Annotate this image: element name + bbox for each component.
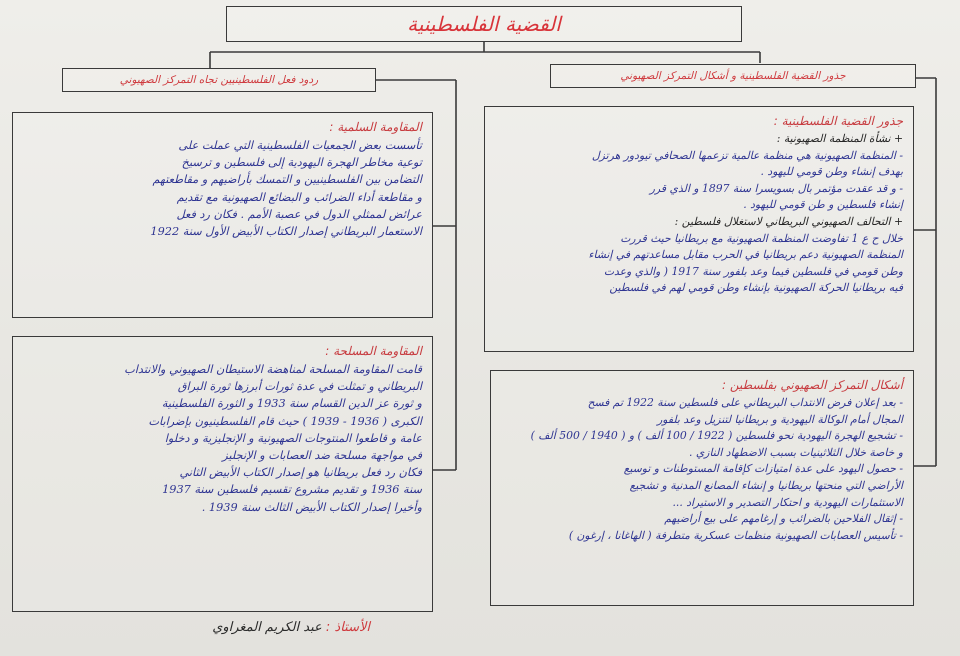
title-box (226, 6, 742, 42)
peaceful-heading: المقاومة السلمية : (329, 120, 422, 134)
roots-line: وطن قومي في فلسطين فيما وعد بلفور سنة 1917 ( والذي وعدت (603, 264, 903, 278)
armed-line: الكبرى ( 1936 - 1939 ) حيث قام الفلسطينيون بإضرابات (148, 414, 422, 428)
armed-line: سنة 1936 و تقديم مشروع تقسيم فلسطين سنة 1937 (162, 483, 422, 497)
roots-line: فيه بريطانيا الحركة الصهيونية بإنشاء وطن قومي لهم في فلسطين (609, 281, 903, 295)
forms-panel (490, 370, 914, 606)
forms-line: و خاصة خلال الثلاثينيات بسبب الاضطهاد النازي . (688, 445, 903, 459)
roots-line: إنشاء فلسطين و طن قومي لليهود . (743, 198, 903, 212)
forms-line: المجال أمام الوكالة اليهودية و بريطانيا لتنزيل وعد بلفور (657, 412, 903, 426)
roots-line: المنظمة الصهيونية دعم بريطانيا في الحرب مقابل مساعدتهم في إنشاء (588, 248, 903, 262)
roots-line: بهدف إنشاء وطن قومي لليهود . (760, 165, 903, 179)
armed-heading: المقاومة المسلحة : (325, 344, 422, 358)
roots-panel (484, 106, 914, 352)
armed-line: فكان رد فعل بريطانيا هو إصدار الكتاب الأبيض الثاني (179, 466, 422, 480)
forms-heading: أشكال التمركز الصهيوني بفلسطين : (722, 378, 903, 392)
armed-line: عامة و قاطعوا المنتوجات الصهيونية و الإنجليزية و دخلوا (164, 431, 422, 445)
armed-resistance-panel (12, 336, 433, 612)
peaceful-line: و مقاطعة أداء الضرائب و البضائع الصهيونية مع تقديم (176, 190, 422, 204)
forms-line: - تشجيع الهجرة اليهودية نحو فلسطين ( 1922 / 100 ألف ) و ( 1940 / 500 ألف ) (530, 429, 903, 443)
roots-sub2: + التحالف الصهيوني البريطاني لاستغلال فلسطين : (674, 214, 903, 228)
forms-line: - تأسيس العصابات الصهيونية منظمات عسكرية متطرفة ( الهاغانا ، إرغون ) (568, 528, 903, 542)
peaceful-line: تأسست بعض الجمعيات الفلسطينية التي عملت على (178, 139, 422, 152)
forms-line: - بعد إعلان فرض الانتداب البريطاني على فلسطين سنة 1922 تم فسح (587, 396, 903, 409)
teacher-name: عبد الكريم المغراوي (212, 620, 322, 635)
forms-line: الأراضي التي منحتها بريطانيا و إنشاء المصانع المدنية و تشجيع (629, 478, 903, 492)
reactions-label: ردود فعل الفلسطينيين تجاه التمركز الصهيوني (119, 74, 319, 86)
armed-line: في مواجهة مسلحة ضد العصابات و الإنجليز (222, 449, 422, 463)
forms-line: - حصول اليهود على عدة امتيازات كإقامة المستوطنات و توسيع (623, 462, 903, 476)
roots-heading: جذور القضية الفلسطينية : (773, 114, 903, 128)
forms-line: - إثقال الفلاحين بالضرائب و إرغامهم على بيع أراضيهم (664, 512, 903, 526)
armed-line: البريطاني و تمثلت في عدة ثورات أبرزها ثورة البراق (177, 380, 422, 394)
roots-label-box (550, 64, 916, 88)
peaceful-line: الاستعمار البريطاني إصدار الكتاب الأبيض الأول سنة 1922 (150, 225, 422, 239)
peaceful-line: عرائض لممثلي الدول في عصبة الأمم . فكان رد فعل (176, 207, 422, 221)
armed-line: قامت المقاومة المسلحة لمناهضة الاستيطان الصهيوني والانتداب (124, 363, 422, 376)
teacher-signature (160, 620, 370, 644)
roots-forms-label: جذور القضية الفلسطينية و أشكال التمركز الصهيوني (620, 70, 846, 82)
roots-line: - المنظمة الصهيونية هي منظمة عالمية تزعمها الصحافي تيودور هرتزل (591, 148, 903, 162)
forms-line: الاستثمارات اليهودية و احتكار التصدير و الاستيراد ... (672, 495, 903, 509)
page-title: القضية الفلسطينية (407, 12, 561, 36)
reactions-label-box (62, 68, 376, 92)
peaceful-line: التضامن بين الفلسطينيين و التمسك بأراضيهم و مقاطعتهم (152, 173, 422, 187)
armed-line: وأخيرا إصدار الكتاب الأبيض الثالث سنة 1939 . (201, 500, 422, 514)
peaceful-resistance-panel (12, 112, 433, 318)
roots-sub1: + نشأة المنظمة الصهيونية : (776, 132, 903, 145)
armed-line: و ثورة عز الدين القسام سنة 1933 و الثورة الفلسطينية (161, 397, 422, 411)
roots-line: خلال ح ع 1 تفاوضت المنظمة الصهيونية مع بريطانيا حيث قررت (620, 231, 903, 245)
peaceful-line: توعية مخاطر الهجرة اليهودية إلى فلسطين و ترسيخ (181, 156, 422, 170)
teacher-label: الأستاذ : (325, 620, 370, 635)
roots-line: - و قد عقدت مؤتمر بال بسويسرا سنة 1897 و الذي قرر (649, 181, 903, 195)
